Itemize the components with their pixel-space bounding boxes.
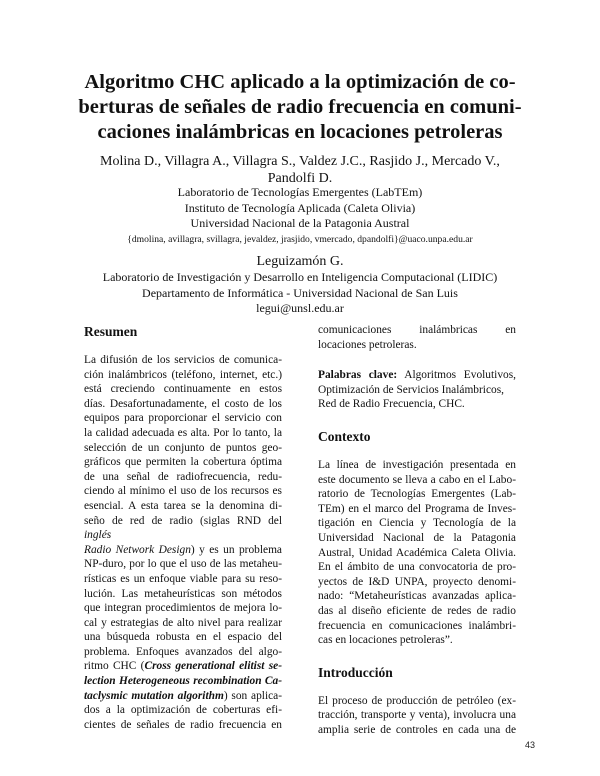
- text-line: la calidad adecuada es alta. Por lo tanto, la: [84, 426, 282, 439]
- affiliation-lab: Laboratorio de Tecnologías Emergentes (LabTEm): [177, 185, 423, 199]
- text-line: de una señal de radiofrecuencia, redu-: [84, 470, 282, 483]
- title-line: berturas de señales de radio frecuencia en comuni-: [78, 96, 522, 118]
- text-line: cal y estrategias de alto nivel para realizar: [84, 616, 282, 629]
- text-fragment: seño de red de radio (siglas RND del: [84, 514, 282, 527]
- text-fragment: Algoritmos Evolutivos,: [404, 369, 516, 382]
- italic-fragment: Cross generational elitist se-: [144, 660, 282, 673]
- author-list: [60, 153, 540, 187]
- text-line: amplia serie de controles en cada una de: [318, 723, 516, 736]
- paper-title: [70, 70, 530, 145]
- text-line: [84, 659, 282, 674]
- text-line: [84, 543, 282, 558]
- text-line: [84, 514, 282, 543]
- text-fragment: ) y es un problema: [190, 543, 282, 556]
- text-line: Austral, Unidad Académica Caleta Olivia.: [318, 546, 516, 559]
- text-line: comunicaciones inalámbricas en: [318, 324, 516, 336]
- right-column: [318, 323, 516, 737]
- text-line: ciendo al mínimo el uso de los recursos es: [84, 485, 282, 498]
- title-line: caciones inalámbricas en locaciones petroleras: [97, 121, 503, 143]
- text-line: cientes de señales de radio frecuencia en: [84, 718, 282, 731]
- spacer: [318, 412, 516, 428]
- abstract-paragraph: [84, 353, 282, 732]
- text-line: Red de Radio Frecuencia, CHC.: [318, 398, 465, 411]
- title-line: Algoritmo CHC aplicado a la optimización de co-: [84, 71, 516, 93]
- affiliation-university: Universidad Nacional de la Patagonia Austral: [190, 216, 410, 230]
- italic-fragment: Radio Network Design: [84, 543, 191, 556]
- affiliation-institute: Instituto de Tecnología Aplicada (Caleta Olivia): [184, 200, 416, 215]
- author-emails[interactable]: {dmolina, avillagra, svillagra, jevaldez, jrasjido, vmercado, dpandolfi}@uaco.unpa.edu.ar: [127, 233, 473, 245]
- keywords-label: Palabras clave:: [318, 369, 398, 382]
- section-heading-contexto: Contexto: [318, 428, 371, 444]
- author-line: Pandolfi D.: [267, 171, 333, 186]
- text-line: Optimización de Servicios Inalámbricos,: [318, 383, 504, 396]
- text-line: está creciendo continuamente en estos: [84, 383, 282, 396]
- text-line: gráficos que permiten la cobertura óptima: [84, 456, 282, 469]
- text-fragment: ritmo CHC (: [84, 660, 145, 673]
- text-line: [84, 689, 282, 704]
- text-line: das al diseño eficiente de redes de radio: [318, 604, 516, 617]
- context-paragraph: [318, 458, 516, 648]
- text-line: En el ámbito de una convocatoria de pro-: [318, 561, 516, 574]
- text-line: [318, 368, 516, 383]
- text-line: El proceso de producción de petróleo (ex-: [318, 694, 516, 707]
- text-line: lución. Las metaheurísticas son métodos: [84, 587, 282, 600]
- italic-fragment: inglés: [84, 529, 112, 542]
- text-line: dos a la optimización de coberturas efi-: [84, 704, 282, 717]
- text-line: que integran procedimientos de mejora lo-: [84, 602, 282, 615]
- text-line: locaciones petroleras.: [318, 338, 417, 351]
- text-line: ratorio de Tecnologías Emergentes (Lab-: [318, 488, 516, 501]
- text-line: La difusión de los servicios de comunica-: [84, 354, 282, 366]
- second-author: Leguizamón G.: [256, 254, 344, 269]
- keywords-paragraph: [318, 368, 516, 412]
- text-line: Universidad Nacional de la Patagonia: [318, 531, 516, 544]
- section-heading-resumen: Resumen: [84, 324, 138, 339]
- left-column: [84, 323, 282, 732]
- text-line: equipos para proporcionar el servicio con: [84, 412, 282, 425]
- section-heading-introduccion: Introducción: [318, 664, 393, 680]
- text-line: cas en locaciones petroleras”.: [318, 634, 453, 647]
- text-line: ción inalámbricos (teléfono, internet, etc.): [84, 368, 282, 381]
- page-number: 43: [524, 740, 535, 750]
- text-line: una búsqueda robusta en el espacio del: [84, 631, 282, 644]
- affiliation-block-2: [40, 270, 560, 317]
- affiliation-block: [40, 185, 560, 247]
- author-line: Molina D., Villagra A., Villagra S., Valdez J.C., Rasjido J., Mercado V.,: [100, 154, 500, 169]
- italic-fragment: taclysmic mutation algorithm: [84, 689, 224, 702]
- spacer: [318, 352, 516, 368]
- text-line: yectos de I&D UNPA, proyecto denomi-: [318, 575, 516, 588]
- text-line: tigación en Ciencia y Tecnología de la: [318, 517, 516, 530]
- text-line: días. Desafortunadamente, el costo de los: [84, 397, 282, 410]
- text-line: nado: “Metaheurísticas avanzadas aplica-: [318, 590, 516, 603]
- text-line: rísticas es un enfoque viable para su reso-: [84, 572, 282, 585]
- text-line: esencial. A esta tarea se la denomina di-: [84, 499, 282, 512]
- text-line: NP-duro, por lo que el uso de las metaheu-: [84, 558, 282, 571]
- text-line: [84, 674, 282, 689]
- text-line: selección de un conjunto de puntos geo-: [84, 441, 282, 454]
- text-line: frecuencia en comunicaciones inalámbri-: [318, 619, 516, 632]
- affiliation-dept: Departamento de Informática - Universidad Nacional de San Luis: [142, 285, 458, 300]
- intro-paragraph: [318, 694, 516, 738]
- text-fragment: ) son aplica-: [223, 689, 283, 702]
- affiliation-lab: Laboratorio de Investigación y Desarrollo en Inteligencia Computacional (LIDIC): [102, 270, 498, 284]
- text-line: TEm) en el marco del Programa de Inves-: [318, 502, 516, 515]
- spacer: [318, 648, 516, 664]
- text-line: problema. Enfoques avanzados del algo-: [84, 645, 282, 658]
- italic-fragment: lection Heterogeneous recombination Ca-: [84, 675, 282, 688]
- text-line: este documento se lleva a cabo en el Labo-: [318, 473, 516, 486]
- text-line: La línea de investigación presentada en: [318, 458, 516, 471]
- abstract-continuation: [318, 323, 516, 352]
- author-email[interactable]: legui@unsl.edu.ar: [256, 301, 344, 315]
- text-line: tracción, transporte y venta), involucra una: [318, 709, 516, 722]
